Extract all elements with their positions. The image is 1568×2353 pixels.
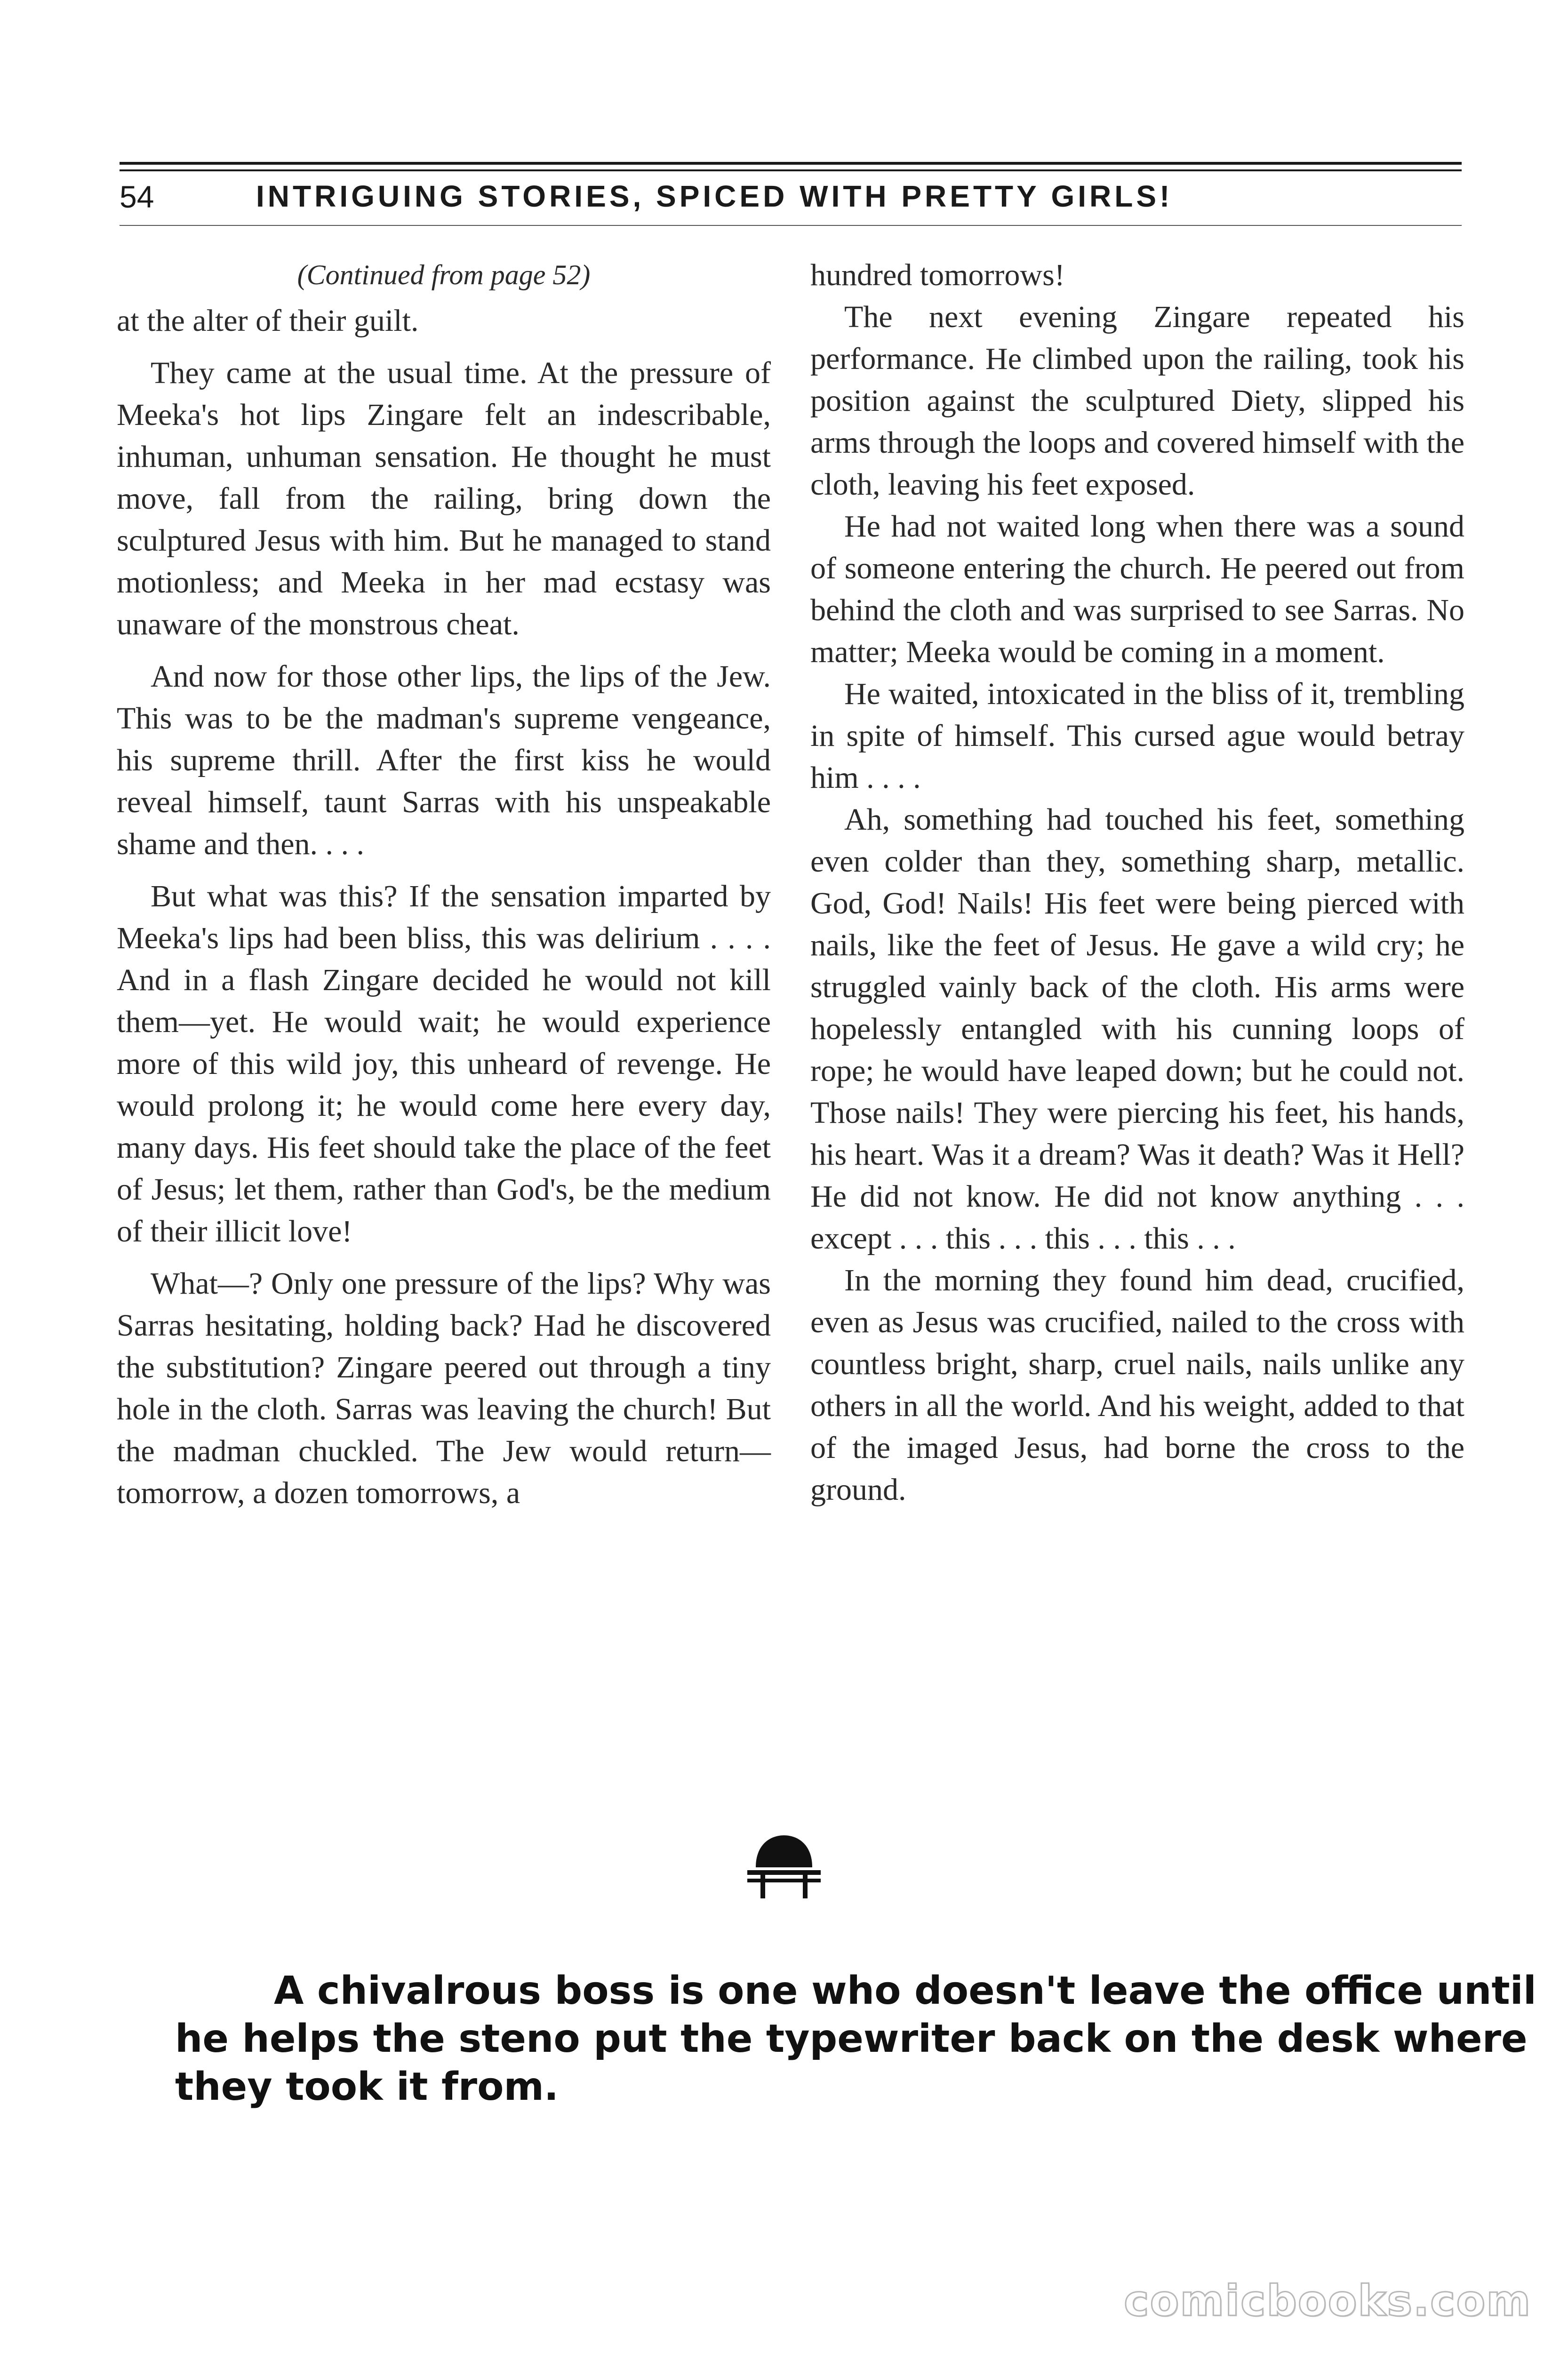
paragraph: What—? Only one pressure of the lips? Why was Sarras hesitating, holding back? Had he discovered the substitution? Zingare peered out through a tiny hole in the cloth. Sarras was leaving the church! But the madman chuckled. The Jew would return—tomorrow, a dozen tomorrows, a: [117, 1266, 771, 1510]
quip-text: [175, 1967, 1536, 2111]
paragraph: And now for those other lips, the lips of the Jew. This was to be the madman's supreme vengeance, his supreme thrill. After the first kiss he would reveal himself, taunt Sarras with his unspeakable shame and then. . . .: [117, 659, 771, 861]
running-title: INTRIGUING STORIES, SPICED WITH PRETTY GIRLS!: [256, 179, 1173, 213]
paragraph: They came at the usual time. At the pressure of Meeka's hot lips Zingare felt an indescribable, inhuman, unhuman sensation. He thought he must move, fall from the railing, bring down the sculptured Jesus with him. But he managed to stand motionless; and Meeka in her mad ecstasy was unaware of the monstrous cheat.: [117, 356, 771, 641]
right-column: [810, 254, 1464, 1511]
paragraph: He waited, intoxicated in the bliss of it, trembling in spite of himself. This cursed ague would betray him . . . .: [810, 677, 1464, 795]
paragraph: hundred tomorrows!: [810, 258, 1065, 292]
page-header: [120, 172, 1462, 224]
page-number: 54: [120, 179, 154, 214]
paragraph: He had not waited long when there was a sound of someone entering the church. He peered out from behind the cloth and was surprised to see Sarras. No matter; Meeka would be coming in a moment.: [810, 509, 1464, 669]
paragraph: But what was this? If the sensation imparted by Meeka's lips had been bliss, this was delirium . . . . And in a flash Zingare decided he would not kill them—yet. He would wait; he would experience more of this wild joy, this unheard of revenge. He would prolong it; he would come here every day, many days. His feet should take the place of the feet of Jesus; let them, rather than God's, be the medium of their illicit love!: [117, 879, 771, 1249]
hat-on-bench-icon: [742, 1831, 826, 1901]
quip-line: A chivalrous boss is one who doesn't leave the office until: [274, 1969, 1536, 2013]
left-column: [117, 254, 771, 1514]
paragraph: Ah, something had touched his feet, something even colder than they, something sharp, metallic. God, God! Nails! His feet were being pierced with nails, like the feet of Jesus. He gave a wild cry; he struggled vainly back of the cloth. His arms were hopelessly entangled with his cunning loops of rope; he would have leaped down; but he could not. Those nails! They were piercing his feet, his hands, his heart. Was it a dream? Was it death? Was it Hell? He did not know. He did not know anything . . . except . . . this . . . this . . . this . . .: [810, 802, 1464, 1256]
quip-line: he helps the steno put the typewriter back on the desk where: [175, 2017, 1528, 2061]
site-watermark: comicbooks.com: [1124, 2276, 1531, 2326]
header-rule-bottom: [120, 225, 1462, 226]
paragraph: at the alter of their guilt.: [117, 304, 419, 338]
quip-line: they took it from.: [175, 2065, 559, 2109]
header-rule-top: [120, 162, 1462, 165]
paragraph: In the morning they found him dead, crucified, even as Jesus was crucified, nailed to the cross with countless bright, sharp, cruel nails, nails unlike any others in all the world. And his weight, added to that of the imaged Jesus, had borne the cross to the ground.: [810, 1263, 1464, 1507]
continued-note: (Continued from page 52): [297, 259, 591, 290]
paragraph: The next evening Zingare repeated his performance. He climbed upon the railing, took his position against the sculptured Diety, slipped his arms through the loops and covered himself with the cloth, leaving his feet exposed.: [810, 300, 1464, 502]
header-rule-second: [120, 169, 1462, 171]
